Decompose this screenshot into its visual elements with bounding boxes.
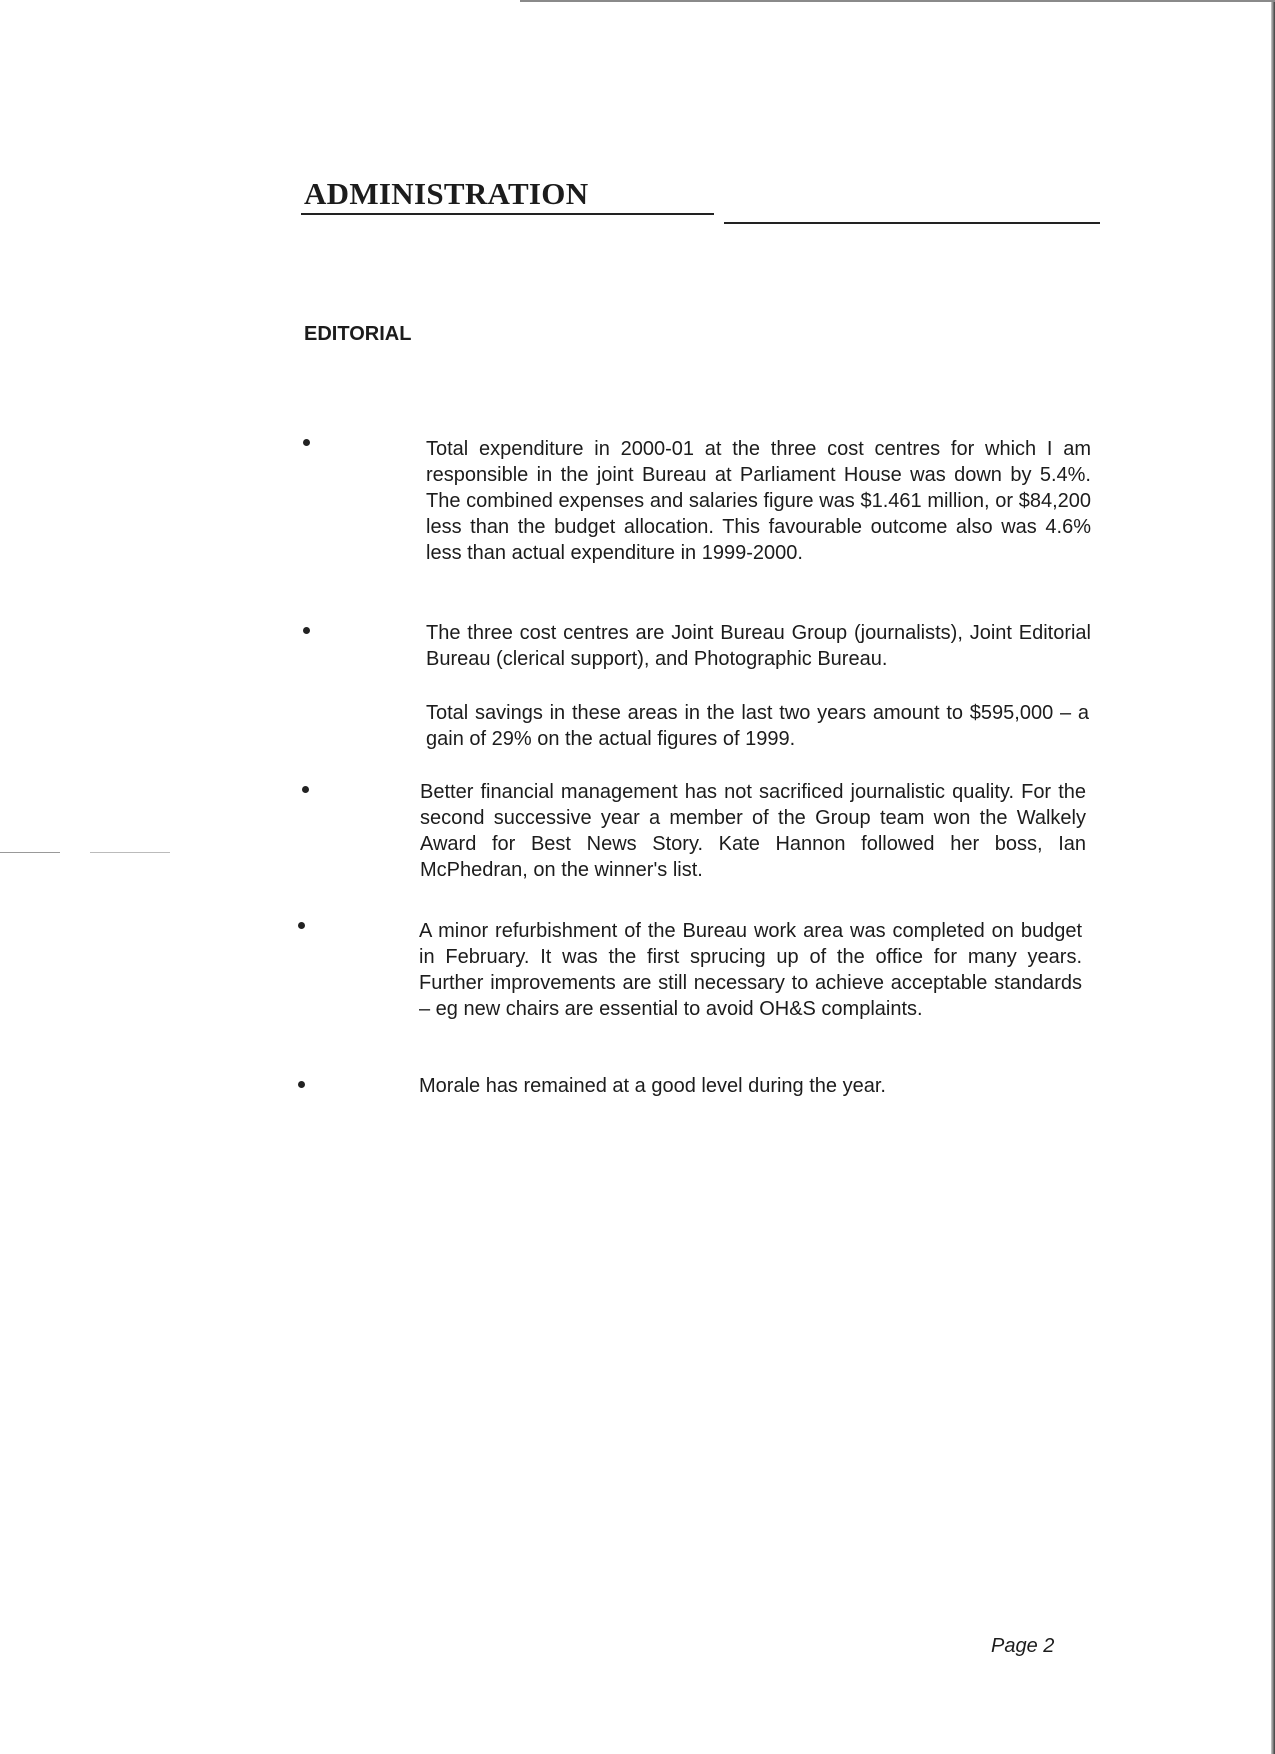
heading-underline-left <box>301 213 714 215</box>
paragraph-6: Morale has remained at a good level during the year. <box>419 1075 886 1097</box>
bullet-1 <box>303 439 310 446</box>
section-title: EDITORIAL <box>304 323 412 345</box>
page-heading: ADMINISTRATION <box>304 176 589 211</box>
paragraph-3: Total savings in these areas in the last two years amount to $595,000 – a gain of 29% on the actual figures of 1999. <box>426 702 1089 750</box>
bullet-5 <box>298 1081 305 1088</box>
bullet-2 <box>303 627 310 634</box>
scan-artifact-dash <box>0 852 240 853</box>
paragraph-4: Better financial management has not sacrificed journalistic quality. For the second successive year a member of the Group team won the Walkely Award for Best News Story. Kate Hannon followed her boss, Ian McPhedran, on the winner's list. <box>420 781 1086 881</box>
scan-edge-top <box>520 0 1275 2</box>
page-number: Page 2 <box>991 1635 1055 1657</box>
heading-underline-right <box>724 222 1100 224</box>
bullet-4 <box>298 922 305 929</box>
bullet-3 <box>302 786 309 793</box>
paragraph-2: The three cost centres are Joint Bureau Group (journalists), Joint Editorial Bureau (clerical support), and Photographic Bureau. <box>426 622 1091 670</box>
scan-edge-right <box>1271 0 1275 1754</box>
paragraph-1: Total expenditure in 2000-01 at the three cost centres for which I am responsible in the joint Bureau at Parliament House was down by 5.4%. The combined expenses and salaries figure was $1.461 million, or $84,200 less than the budget allocation. This favourable outcome also was 4.6% less than actual expenditure in 1999-2000. <box>426 438 1091 564</box>
paragraph-5: A minor refurbishment of the Bureau work area was completed on budget in February. It was the first sprucing up of the office for many years. Further improvements are still necessary to achieve acceptable standards – eg new chairs are essential to avoid OH&S complaints. <box>419 920 1082 1020</box>
